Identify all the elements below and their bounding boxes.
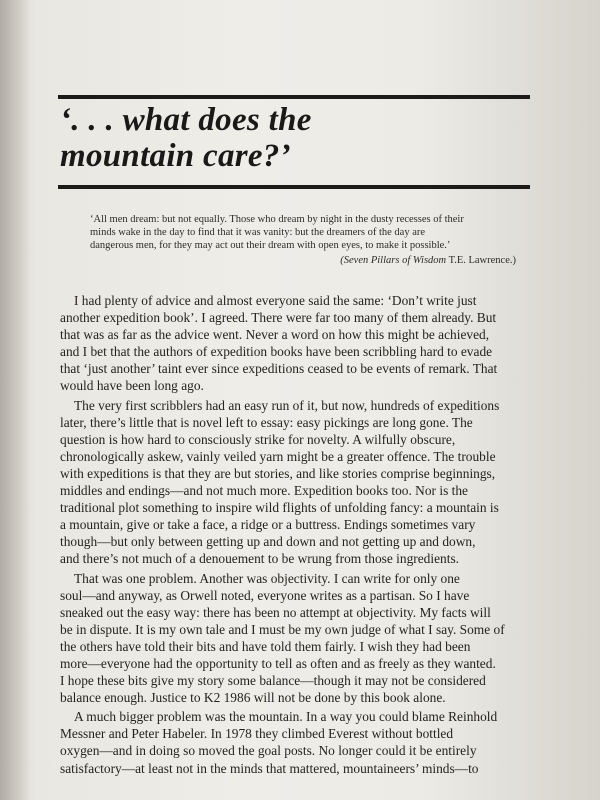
body-text (60, 292, 538, 777)
paragraph-4 (60, 708, 538, 776)
epigraph-line: ‘All men dream: but not equally. Those who dream by night in the dusty recesses of their (90, 214, 464, 225)
text-line: would have been long ago. (60, 378, 204, 394)
epigraph-work: (Seven Pillars of Wisdom (340, 255, 447, 266)
epigraph (90, 213, 516, 252)
chapter-title-line-1: ‘. . . what does the (60, 102, 312, 138)
text-line: be in dispute. It is my own tale and I must be my own judge of what I say. Some of (60, 621, 505, 637)
text-line: soul—and anyway, as Orwell noted, everyone writes as a partisan. So I have (60, 587, 470, 603)
title-bottom-rule (58, 185, 530, 189)
text-line: and there’s not much of a denouement to be wrung from those ingredients. (60, 551, 460, 567)
text-line: later, there’s little that is novel left to essay: easy pickings are long gone. The (60, 414, 473, 430)
text-line: that ‘just another’ taint ever since expeditions ceased to be events of remark. That (60, 361, 498, 377)
text-line: and I bet that the authors of expedition books have been scribbling hard to evade (60, 344, 493, 360)
epigraph-line: dangerous men, for they may act out their dream with open eyes, to make it possible.’ (90, 240, 451, 251)
title-top-rule (58, 95, 530, 99)
text-line: with expeditions is that they are but stories, and like stories comprise beginnings, (60, 465, 496, 481)
epigraph-attribution (340, 255, 516, 266)
text-line: that was as far as the advice went. Never a word on how this might be achieved, (60, 327, 490, 343)
paragraph-1 (60, 292, 538, 395)
chapter-title-line-2: mountain care?’ (60, 138, 291, 174)
epigraph-line: minds wake in the day to find that it was vanity: but the dreamers of the day are (90, 227, 426, 238)
text-line: the others have told their bits and have told them fairly. I wish they had been (60, 638, 471, 654)
text-line: though—but only between getting up and down and not getting up and down, (60, 534, 476, 550)
text-line: I hope these bits give my story some balance—though it may not be considered (60, 673, 486, 689)
text-line: A much bigger problem was the mountain. In a way you could blame Reinhold (74, 709, 498, 725)
text-line: sneaked out the easy way: there has been no attempt at objectivity. My facts will (60, 604, 491, 620)
text-line: That was one problem. Another was objectivity. I can write for only one (74, 570, 460, 586)
epigraph-author: T.E. Lawrence.) (448, 255, 516, 266)
text-line: I had plenty of advice and almost everyone said the same: ‘Don’t write just (74, 293, 477, 308)
text-line: question is how hard to consciously strike for novelty. A wilfully obscure, (60, 431, 456, 447)
paragraph-2 (60, 397, 538, 568)
text-line: traditional plot something to inspire wild flights of unfolding fancy: a mountain is (60, 500, 499, 516)
text-line: chronologically askew, vainly veiled yarn might be a greater offence. The trouble (60, 448, 496, 464)
text-line: balance enough. Justice to K2 1986 will not be done by this book alone. (60, 690, 446, 706)
page-gutter-shadow (0, 0, 30, 800)
text-line: oxygen—and in doing so moved the goal posts. No longer could it be entirely (60, 743, 477, 759)
text-line: satisfactory—at least not in the minds that mattered, mountaineers’ minds—to (60, 760, 479, 776)
chapter-title (60, 102, 530, 174)
paragraph-3 (60, 570, 538, 707)
text-line: middles and endings—and not much more. Expedition books too. Nor is the (60, 483, 468, 499)
text-line: more—everyone had the opportunity to tell as often and as freely as they wanted. (60, 655, 496, 671)
text-line: a mountain, give or take a face, a ridge or a buttress. Endings sometimes vary (60, 517, 476, 533)
text-line: The very first scribblers had an easy run of it, but now, hundreds of expeditions (74, 397, 500, 413)
text-line: another expedition book’. I agreed. There were far too many of them already. But (60, 310, 497, 326)
text-line: Messner and Peter Habeler. In 1978 they climbed Everest without bottled (60, 726, 454, 742)
